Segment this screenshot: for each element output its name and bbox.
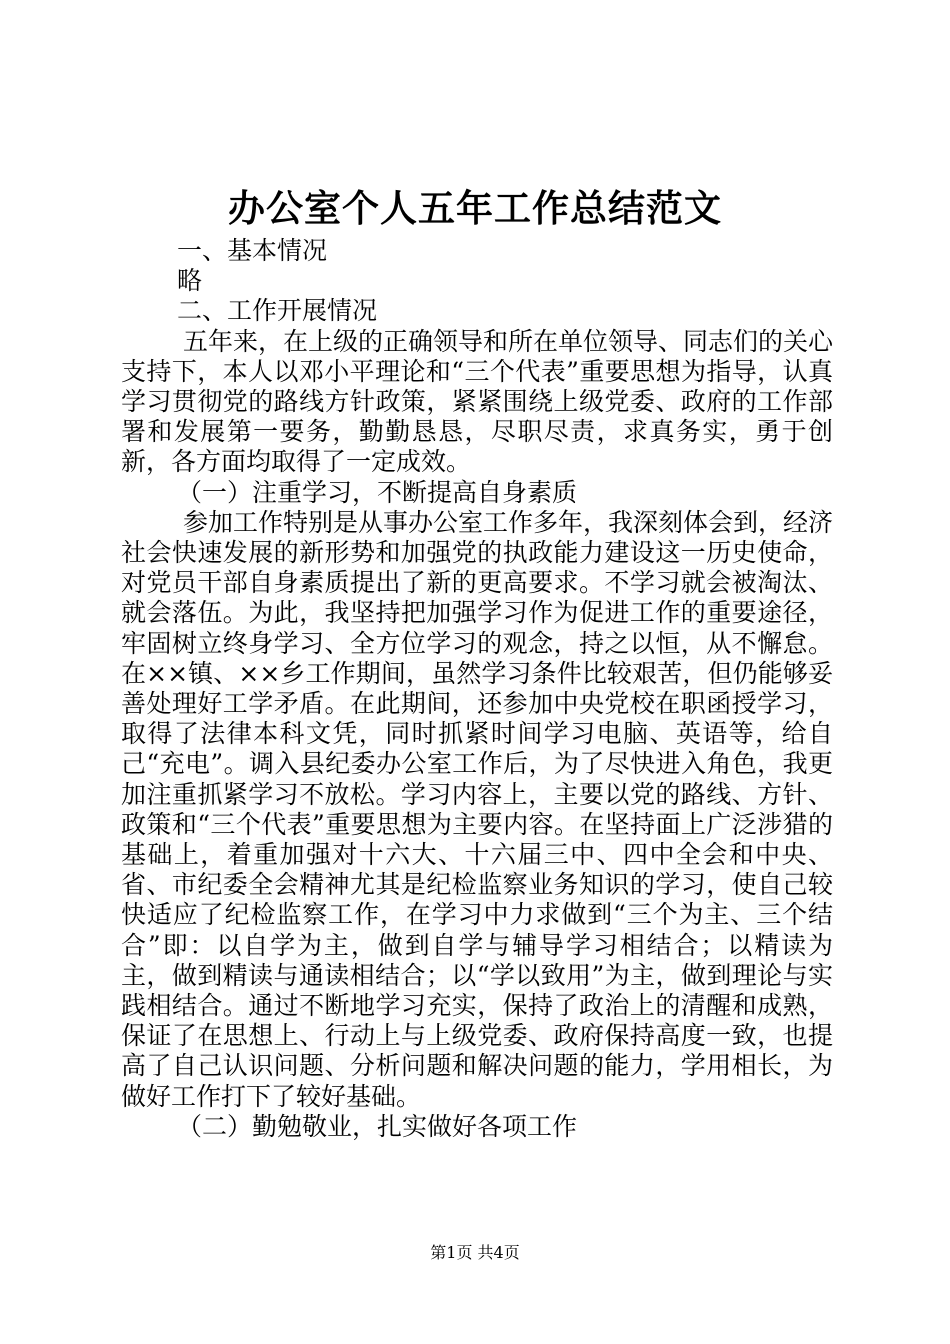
section-body-omitted: 略 [177, 266, 203, 296]
subsection-heading-diligence: （二）勤勉敬业，扎实做好各项工作 [177, 1111, 578, 1141]
section-heading-work-progress: 二、工作开展情况 [177, 296, 378, 326]
document-title: 办公室个人五年工作总结范文 [228, 186, 722, 230]
paragraph-study: 参加工作特别是从事办公室工作多年，我深刻体会到，经济社会快速发展的新形势和加强党的执政能力建设这一历史使命，对党员干部自身素质提出了新的更高要求。不学习就会被淘汰、就会落伍。为此，我坚持把加强学习作为促进工作的重要途径，牢固树立终身学习、全方位学习的观念，持之以恒，从不懈怠。在××镇、××乡工作期间，虽然学习条件比较艰苦，但仍能够妥善处理好工学矛盾。在此期间，还参加中央党校在职函授学习，取得了法律本科文凭，同时抓紧时间学习电脑、英语等，给自己“充电”。调入县纪委办公室工作后，为了尽快进入角色，我更加注重抓紧学习不放松。学习内容上，主要以党的路线、方针、政策和“三个代表”重要思想为主要内容。在坚持面上广泛涉猎的基础上，着重加强对十六大、十六届三中、四中全会和中央、省、市纪委全会精神尤其是纪检监察业务知识的学习，使自己较快适应了纪检监察工作，在学习中力求做到“三个为主、三个结合”即：以自学为主，做到自学与辅导学习相结合；以精读为主，做到精读与通读相结合；以“学以致用”为主，做到理论与实践相结合。通过不断地学习充实，保持了政治上的清醒和成熟，保证了在思想上、行动上与上级党委、政府保持高度一致，也提高了自己认识问题、分析问题和解决问题的能力，学用相长，为做好工作打下了较好基础。 [121, 507, 834, 1111]
document-body [121, 236, 833, 1142]
page-footer: 第1页 共4页 [430, 1243, 520, 1262]
subsection-heading-study: （一）注重学习，不断提高自身素质 [177, 477, 578, 507]
paragraph-overview: 五年来，在上级的正确领导和所在单位领导、同志们的关心支持下，本人以邓小平理论和“三个代表”重要思想为指导，认真学习贯彻党的路线方针政策，紧紧围绕上级党委、政府的工作部署和发展第一要务，勤勤恳恳，尽职尽责，求真务实，勇于创新，各方面均取得了一定成效。 [121, 326, 834, 477]
section-heading-basic-info: 一、基本情况 [177, 236, 328, 265]
